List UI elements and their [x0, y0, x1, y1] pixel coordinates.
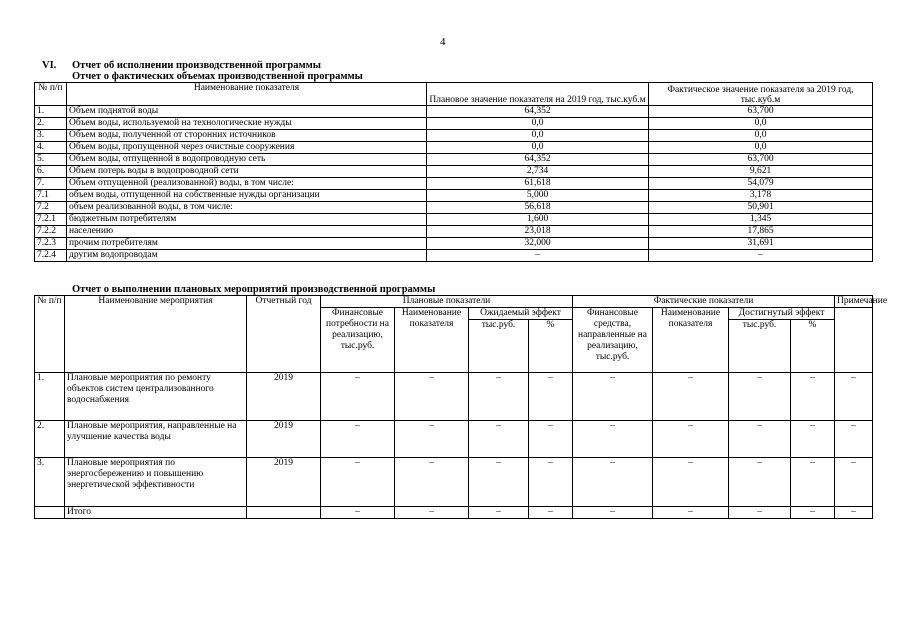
- t2-header-fact-ind: Наименование показателя: [653, 308, 729, 373]
- row-cell: –: [653, 507, 729, 519]
- row-cell: –: [729, 373, 791, 421]
- table-row: [35, 202, 873, 214]
- table-row: [35, 214, 873, 226]
- row-num: 2.: [35, 118, 67, 130]
- table1-header: [35, 83, 873, 106]
- row-cell: –: [469, 373, 529, 421]
- row-cell: –: [653, 421, 729, 458]
- row-name: Плановые мероприятия, направленные на улучшение качества воды: [65, 421, 247, 458]
- t2-header-plan-rub: тыс.руб.: [469, 320, 529, 373]
- row-plan: 61,618: [427, 178, 649, 190]
- row-cell: –: [321, 458, 395, 507]
- row-cell: –: [573, 373, 653, 421]
- t2-header-year: Отчетный год: [247, 296, 321, 373]
- section-heading: [42, 60, 321, 71]
- table-row: [35, 458, 873, 507]
- table2-header-row1: [35, 296, 873, 308]
- row-num: 7.2.2: [35, 226, 67, 238]
- table1-title: Отчет о фактических объемах производственной программы: [72, 71, 363, 82]
- row-plan: 0,0: [427, 130, 649, 142]
- row-num: 1.: [35, 373, 65, 421]
- row-plan: 23,018: [427, 226, 649, 238]
- row-plan: 0,0: [427, 118, 649, 130]
- row-num: 7.: [35, 178, 67, 190]
- row-cell: –: [469, 421, 529, 458]
- row-cell: –: [395, 421, 469, 458]
- row-name: другим водопроводам: [67, 250, 427, 262]
- row-num: 7.1: [35, 190, 67, 202]
- table-row: [35, 226, 873, 238]
- row-year: [247, 507, 321, 519]
- row-num: 7.2.1: [35, 214, 67, 226]
- t2-header-fact-rub: тыс.руб.: [729, 320, 791, 373]
- row-cell: –: [321, 421, 395, 458]
- row-cell: –: [791, 507, 835, 519]
- row-num: 6.: [35, 166, 67, 178]
- table-row: [35, 142, 873, 154]
- table-row: [35, 507, 873, 519]
- row-fact: 3,178: [649, 190, 873, 202]
- row-num: [35, 507, 65, 519]
- row-name: Итого: [65, 507, 247, 519]
- row-fact: 0,0: [649, 118, 873, 130]
- t2-header-plan-ind: Наименование показателя: [395, 308, 469, 373]
- row-plan: 64,352: [427, 154, 649, 166]
- row-fact: 31,691: [649, 238, 873, 250]
- row-name: Плановые мероприятия по ремонту объектов систем централизованного водоснабжения: [65, 373, 247, 421]
- row-cell: –: [835, 373, 873, 421]
- row-plan: 1,600: [427, 214, 649, 226]
- row-fact: 54,079: [649, 178, 873, 190]
- row-cell: –: [529, 458, 573, 507]
- row-num: 7.2: [35, 202, 67, 214]
- table-row: [35, 106, 873, 118]
- row-num: 3.: [35, 458, 65, 507]
- row-cell: –: [835, 421, 873, 458]
- table-row: [35, 178, 873, 190]
- row-plan: 56,618: [427, 202, 649, 214]
- table-row: [35, 166, 873, 178]
- table-row: [35, 130, 873, 142]
- row-cell: –: [835, 458, 873, 507]
- row-plan: –: [427, 250, 649, 262]
- planned-activities-table: [34, 295, 888, 519]
- row-num: 1.: [35, 106, 67, 118]
- row-fact: 0,0: [649, 130, 873, 142]
- t2-header-fact-fin: Финансовые средства, направленные на реализацию, тыс.руб.: [573, 308, 653, 373]
- t2-header-note-empty: [835, 308, 873, 373]
- row-fact: –: [649, 250, 873, 262]
- row-plan: 32,000: [427, 238, 649, 250]
- table-row: [35, 190, 873, 202]
- row-name: объем реализованной воды, в том числе:: [67, 202, 427, 214]
- row-name: Объем воды, используемой на технологические нужды: [67, 118, 427, 130]
- row-name: объем воды, отпущенной на собственные нужды организации: [67, 190, 427, 202]
- t2-header-fact-pct: %: [791, 320, 835, 373]
- row-cell: –: [469, 507, 529, 519]
- row-cell: –: [835, 507, 873, 519]
- header-plan: Плановое значение показателя на 2019 год, тыс.куб.м: [427, 83, 649, 106]
- row-cell: –: [729, 421, 791, 458]
- row-cell: –: [653, 458, 729, 507]
- row-year: 2019: [247, 421, 321, 458]
- row-num: 4.: [35, 142, 67, 154]
- row-fact: 50,901: [649, 202, 873, 214]
- header-name: Наименование показателя: [67, 83, 427, 106]
- row-cell: –: [573, 507, 653, 519]
- t2-header-plan-fin: Финансовые потребности на реализацию, тыс.руб.: [321, 308, 395, 373]
- header-num: № п/п: [35, 83, 67, 106]
- row-cell: –: [395, 373, 469, 421]
- production-volume-table: [34, 82, 873, 262]
- row-cell: –: [791, 421, 835, 458]
- row-name: Объем воды, пропущенной через очистные сооружения: [67, 142, 427, 154]
- table-row: [35, 154, 873, 166]
- row-cell: –: [395, 507, 469, 519]
- row-plan: 5,000: [427, 190, 649, 202]
- row-plan: 64,352: [427, 106, 649, 118]
- row-cell: –: [321, 507, 395, 519]
- row-cell: –: [573, 458, 653, 507]
- row-cell: –: [321, 373, 395, 421]
- row-num: 7.2.4: [35, 250, 67, 262]
- t2-header-fact-eff: Достигнутый эффект: [729, 308, 835, 320]
- row-name: Объем потерь воды в водопроводной сети: [67, 166, 427, 178]
- t2-header-plan-eff: Ожидаемый эффект: [469, 308, 573, 320]
- row-name: Объем поднятой воды: [67, 106, 427, 118]
- row-plan: 2,734: [427, 166, 649, 178]
- row-cell: –: [529, 507, 573, 519]
- row-cell: –: [573, 421, 653, 458]
- row-name: Объем воды, полученной от сторонних источников: [67, 130, 427, 142]
- row-year: 2019: [247, 373, 321, 421]
- row-name: Объем воды, отпущенной в водопроводную сеть: [67, 154, 427, 166]
- row-fact: 17,865: [649, 226, 873, 238]
- row-cell: –: [395, 458, 469, 507]
- row-fact: 1,345: [649, 214, 873, 226]
- table-row: [35, 250, 873, 262]
- row-cell: –: [469, 458, 529, 507]
- row-cell: –: [729, 458, 791, 507]
- header-fact: Фактическое значение показателя за 2019 год, тыс.куб.м: [649, 83, 873, 106]
- t2-header-fact-group: Фактические показатели: [573, 296, 835, 308]
- row-name: населению: [67, 226, 427, 238]
- row-name: бюджетным потребителям: [67, 214, 427, 226]
- row-name: прочим потребителям: [67, 238, 427, 250]
- t2-header-plan-group: Плановые показатели: [321, 296, 573, 308]
- row-num: 5.: [35, 154, 67, 166]
- t2-header-note: Примечание: [835, 296, 873, 308]
- section-title: Отчет об исполнении производственной программы: [72, 60, 322, 71]
- row-num: 2.: [35, 421, 65, 458]
- row-fact: 63,700: [649, 154, 873, 166]
- row-cell: –: [653, 373, 729, 421]
- row-cell: –: [729, 507, 791, 519]
- t2-header-num: № п/п: [35, 296, 65, 373]
- row-name: Плановые мероприятия по энергосбережению и повышению энергетической эффективности: [65, 458, 247, 507]
- row-cell: –: [529, 373, 573, 421]
- row-fact: 9,621: [649, 166, 873, 178]
- t2-header-plan-pct: %: [529, 320, 573, 373]
- row-name: Объем отпущенной (реализованной) воды, в том числе:: [67, 178, 427, 190]
- row-cell: –: [529, 421, 573, 458]
- t2-header-name: Наименование мероприятия: [65, 296, 247, 373]
- table2-title: Отчет о выполнении плановых мероприятий производственной программы: [72, 284, 436, 295]
- table-row: [35, 118, 873, 130]
- row-cell: –: [791, 373, 835, 421]
- table-row: [35, 373, 873, 421]
- row-num: 3.: [35, 130, 67, 142]
- row-num: 7.2.3: [35, 238, 67, 250]
- table-row: [35, 238, 873, 250]
- table-row: [35, 421, 873, 458]
- row-fact: 0,0: [649, 142, 873, 154]
- row-fact: 63,700: [649, 106, 873, 118]
- row-cell: –: [791, 458, 835, 507]
- row-plan: 0,0: [427, 142, 649, 154]
- row-year: 2019: [247, 458, 321, 507]
- page-number: 4: [440, 36, 446, 48]
- section-number: VI.: [42, 60, 57, 71]
